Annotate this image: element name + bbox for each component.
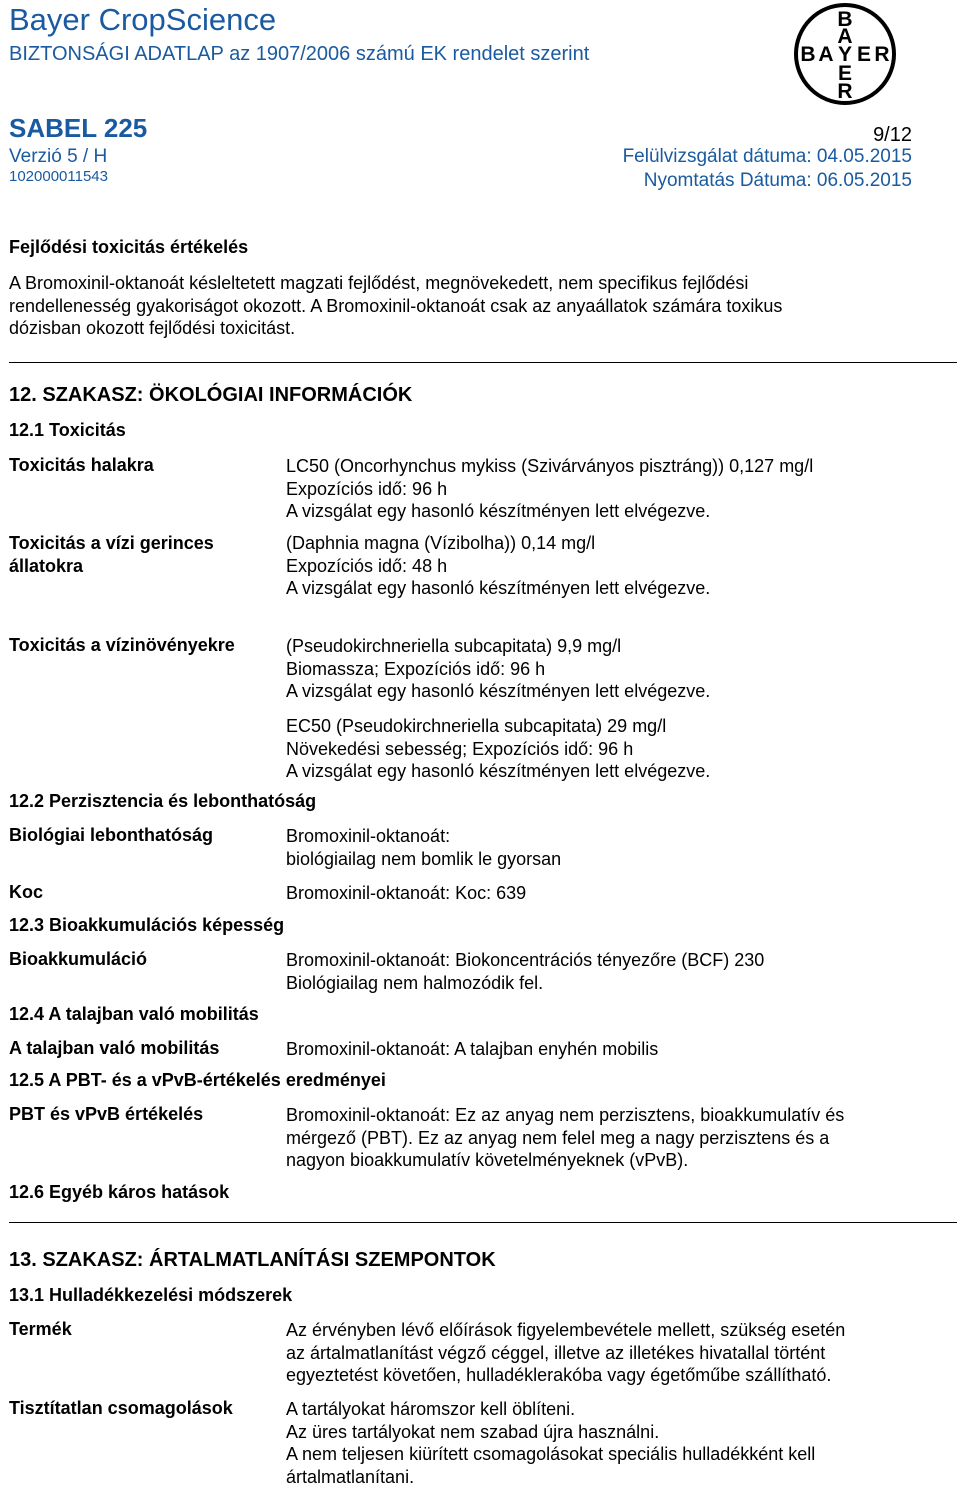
section-divider (9, 362, 957, 363)
value-line: Az érvényben lévő előírások figyelembevétele mellett, szükség esetén (286, 1319, 845, 1342)
value-line: LC50 (Oncorhynchus mykiss (Szivárványos pisztráng)) 0,127 mg/l (286, 455, 813, 478)
section-13-title: 13. SZAKASZ: ÁRTALMATLANÍTÁSI SZEMPONTOK (9, 1249, 496, 1272)
page-number: 9/12 (873, 124, 912, 147)
value-line: EC50 (Pseudokirchneriella subcapitata) 29 mg/l (286, 715, 710, 738)
value-line: (Daphnia magna (Vízibolha)) 0,14 mg/l (286, 532, 710, 555)
devtox-line: dózisban okozott fejlődési toxicitást. (9, 317, 782, 340)
biodegradability-label: Biológiai lebonthatóság (9, 825, 213, 846)
section-12-title: 12. SZAKASZ: ÖKOLÓGIAI INFORMÁCIÓK (9, 384, 412, 407)
value-line: Expozíciós idő: 96 h (286, 478, 813, 501)
bayer-logo (793, 2, 897, 106)
logo-letter-r: R (874, 43, 889, 66)
logo-letter-a: A (837, 25, 852, 48)
value-line: A nem teljesen kiürített csomagolásokat speciális hulladékként kell (286, 1443, 815, 1466)
plant-toxicity-value-a (286, 635, 710, 703)
value-line: biológiailag nem bomlik le gyorsan (286, 848, 561, 871)
product-name: SABEL 225 (9, 113, 147, 144)
invertebrate-toxicity-label (9, 532, 214, 577)
value-line: Az üres tartályokat nem szabad újra használni. (286, 1421, 815, 1444)
value-line: Biológiailag nem halmozódik fel. (286, 972, 764, 995)
value-line: Bromoxinil-oktanoát: Biokoncentrációs tényezőre (BCF) 230 (286, 949, 764, 972)
value-line: az ártalmatlanítást végző céggel, illetve az illetékes hivatallal történt (286, 1342, 845, 1365)
value-line: ártalmatlanítani. (286, 1466, 815, 1488)
packaging-disposal-value (286, 1398, 815, 1488)
fish-toxicity-value (286, 455, 813, 523)
pbt-label: PBT és vPvB értékelés (9, 1104, 203, 1125)
soil-mobility-label: A talajban való mobilitás (9, 1038, 219, 1059)
print-date: Nyomtatás Dátuma: 06.05.2015 (644, 170, 912, 192)
subsection-12-4: 12.4 A talajban való mobilitás (9, 1003, 259, 1026)
label-line: állatokra (9, 555, 214, 578)
value-line: Expozíciós idő: 48 h (286, 555, 710, 578)
document-title (9, 43, 589, 66)
koc-value: Bromoxinil-oktanoát: Koc: 639 (286, 882, 526, 905)
material-number: 102000011543 (9, 168, 108, 185)
review-date: Felülvizsgálat dátuma: 04.05.2015 (623, 146, 912, 168)
subsection-12-5: 12.5 A PBT- és a vPvB-értékelés eredményei (9, 1069, 386, 1092)
value-line: egyeztetést követően, hulladéklerakóba vagy égetőműbe szállítható. (286, 1364, 845, 1387)
value-line: A vizsgálat egy hasonló készítményen lett elvégezve. (286, 680, 710, 703)
logo-letter-e: E (857, 43, 871, 66)
value-line: (Pseudokirchneriella subcapitata) 9,9 mg/l (286, 635, 710, 658)
logo-letter-a2: A (818, 43, 833, 66)
plant-toxicity-value-b (286, 715, 710, 783)
bioaccumulation-label: Bioakkumuláció (9, 949, 147, 970)
product-disposal-value (286, 1319, 845, 1387)
regulation-text: az 1907/2006 számú EK rendelet szerint (229, 43, 589, 65)
value-line: Biomassza; Expozíciós idő: 96 h (286, 658, 710, 681)
subsection-12-6: 12.6 Egyéb káros hatások (9, 1181, 229, 1204)
value-line: mérgező (PBT). Ez az anyag nem felel meg a nagy perzisztens és a (286, 1127, 844, 1150)
label-line: Toxicitás a vízi gerinces (9, 532, 214, 555)
logo-letter-r2: R (837, 80, 852, 103)
section-divider (9, 1222, 957, 1223)
value-line: A vizsgálat egy hasonló készítményen lett elvégezve. (286, 500, 813, 523)
subsection-12-3: 12.3 Bioakkumulációs képesség (9, 914, 284, 937)
fish-toxicity-label: Toxicitás halakra (9, 455, 154, 476)
value-line: A vizsgálat egy hasonló készítményen lett elvégezve. (286, 577, 710, 600)
logo-letter-b: B (837, 8, 852, 31)
doc-title-main: BIZTONSÁGI ADATLAP (9, 43, 224, 65)
subsection-13-1: 13.1 Hulladékkezelési módszerek (9, 1284, 292, 1307)
logo-letter-y: Y (838, 43, 852, 66)
value-line: A tartályokat háromszor kell öblíteni. (286, 1398, 815, 1421)
bioaccumulation-value (286, 949, 764, 994)
company-name: Bayer CropScience (9, 2, 276, 38)
pbt-value (286, 1104, 844, 1172)
devtox-heading: Fejlődési toxicitás értékelés (9, 236, 248, 259)
subsection-12-1: 12.1 Toxicitás (9, 419, 126, 442)
value-line: Bromoxinil-oktanoát: Ez az anyag nem perzisztens, bioakkumulatív és (286, 1104, 844, 1127)
logo-letter-b2: B (800, 43, 815, 66)
version-label: Verzió 5 / H (9, 146, 107, 168)
value-line: nagyon bioakkumulatív követelményeknek (vPvB). (286, 1149, 844, 1172)
value-line: Bromoxinil-oktanoát: (286, 825, 561, 848)
packaging-disposal-label: Tisztítatlan csomagolások (9, 1398, 233, 1419)
value-line: Növekedési sebesség; Expozíciós idő: 96 h (286, 738, 710, 761)
devtox-paragraph (9, 272, 782, 340)
koc-label: Koc (9, 882, 43, 903)
plant-toxicity-label: Toxicitás a vízinövényekre (9, 635, 235, 656)
product-disposal-label: Termék (9, 1319, 72, 1340)
subsection-12-2: 12.2 Perzisztencia és lebonthatóság (9, 790, 316, 813)
invertebrate-toxicity-value (286, 532, 710, 600)
value-line: A vizsgálat egy hasonló készítményen lett elvégezve. (286, 760, 710, 783)
soil-mobility-value: Bromoxinil-oktanoát: A talajban enyhén mobilis (286, 1038, 658, 1061)
biodegradability-value (286, 825, 561, 870)
devtox-line: rendellenesség gyakoriságot okozott. A Bromoxinil-oktanoát csak az anyaállatok számára toxikus (9, 295, 782, 318)
logo-letter-e2: E (838, 62, 852, 85)
devtox-line: A Bromoxinil-oktanoát késleltetett magzati fejlődést, megnövekedett, nem specifikus fejlődési (9, 272, 782, 295)
